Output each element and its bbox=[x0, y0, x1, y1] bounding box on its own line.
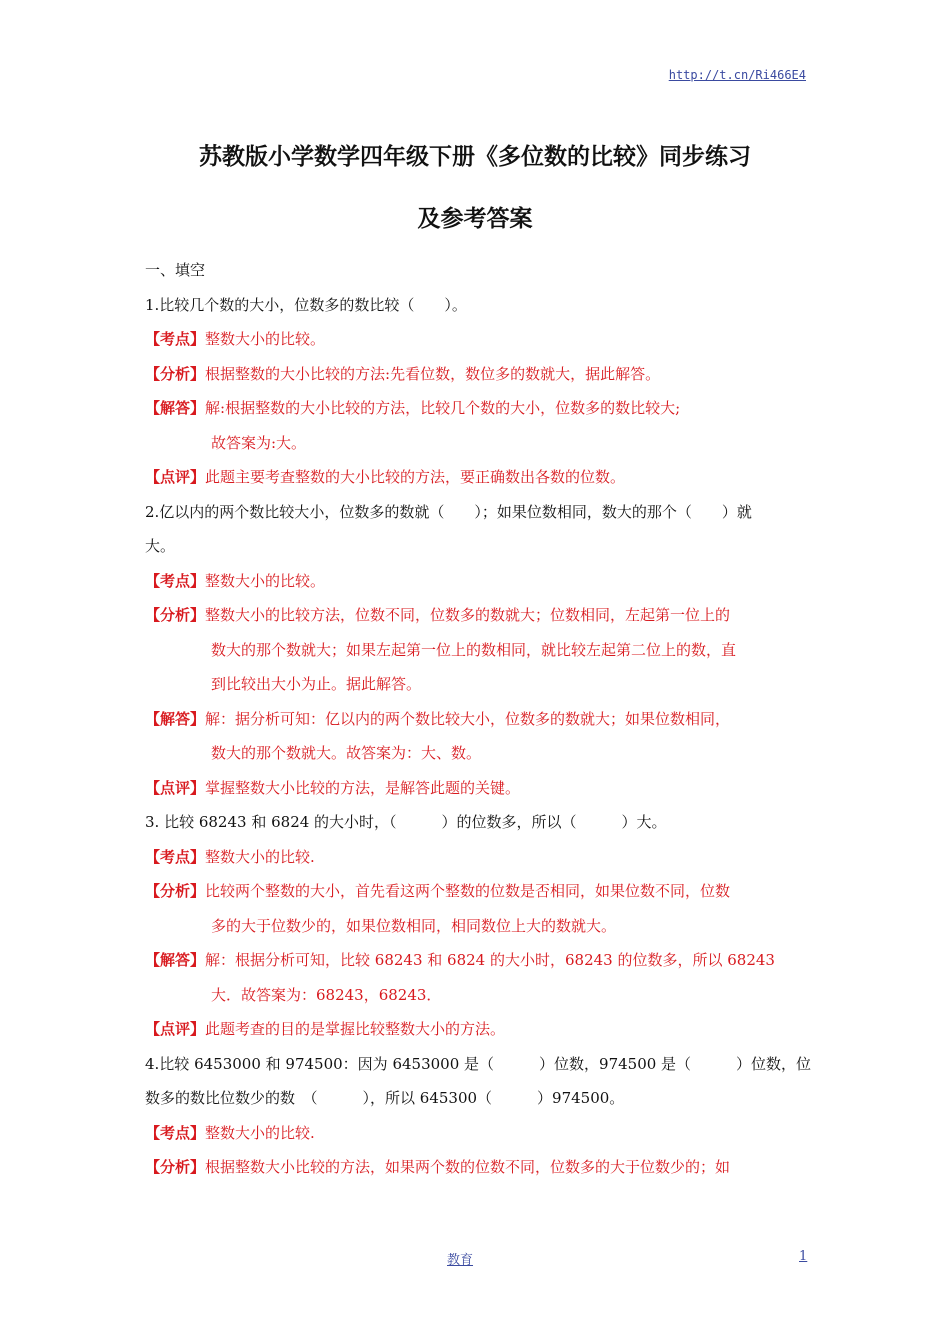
answer-fenxi-line bbox=[145, 633, 807, 668]
answer-jieda-line bbox=[145, 943, 807, 978]
answer-fenxi-line bbox=[145, 1150, 807, 1185]
answer-jieda-line bbox=[145, 391, 807, 426]
answer-jieda-text: 解:根据整数的大小比较的方法，比较几个数的大小，位数多的数比较大; bbox=[205, 399, 681, 417]
answer-fenxi-text: 比较两个整数的大小，首先看这两个整数的位数是否相同，如果位数不同，位数 bbox=[205, 882, 731, 900]
answer-dianping-text: 掌握整数大小比较的方法，是解答此题的关键。 bbox=[205, 778, 521, 797]
answer-fenxi-tag: 【分析】 bbox=[145, 882, 206, 900]
answer-dianping-text: 此题考查的目的是掌握比较整数大小的方法。 bbox=[205, 1020, 506, 1038]
answer-fenxi-line bbox=[145, 667, 807, 702]
answer-fenxi-text: 多的大于位数少的，如果位数相同，相同数位上大的数就大。 bbox=[211, 916, 617, 935]
answer-kaodian-line bbox=[145, 564, 807, 599]
answer-jieda-line bbox=[145, 702, 807, 737]
question-text: 大。 bbox=[145, 537, 176, 555]
section-heading: 一、填空 bbox=[145, 261, 206, 279]
answer-fenxi-text: 整数大小的比较方法，位数不同，位数多的数就大；位数相同，左起第一位上的 bbox=[205, 606, 731, 624]
answer-dianping-text: 此题主要考查整数的大小比较的方法，要正确数出各数的位数。 bbox=[205, 468, 626, 486]
answer-jieda-tag: 【解答】 bbox=[145, 951, 206, 969]
answer-jieda-text: 解：根据分析可知，比较 68243 和 6824 的大小时，68243 的位数多，所以 68243 bbox=[205, 951, 775, 969]
answer-jieda-tag: 【解答】 bbox=[145, 399, 206, 417]
answer-jieda-text: 数大的那个数就大。故答案为：大、数。 bbox=[211, 744, 482, 762]
answer-fenxi-line bbox=[145, 598, 807, 633]
answer-jieda-line bbox=[145, 736, 807, 771]
answer-dianping-tag: 【点评】 bbox=[145, 1020, 206, 1038]
answer-kaodian-tag: 【考点】 bbox=[145, 571, 206, 590]
answer-jieda-line bbox=[145, 426, 807, 461]
answer-fenxi-line bbox=[145, 874, 807, 909]
answer-jieda-tag: 【解答】 bbox=[145, 709, 206, 728]
answer-fenxi-tag: 【分析】 bbox=[145, 364, 206, 383]
answer-jieda-text: 故答案为:大。 bbox=[211, 433, 307, 452]
question-text: 3. 比较 68243 和 6824 的大小时，（ ）的位数多，所以（ ）大。 bbox=[145, 813, 667, 831]
answer-kaodian-text: 整数大小的比较。 bbox=[205, 571, 326, 590]
answer-fenxi-line bbox=[145, 357, 807, 392]
answer-dianping-line bbox=[145, 460, 807, 495]
answer-kaodian-tag: 【考点】 bbox=[145, 1123, 206, 1142]
answer-dianping-tag: 【点评】 bbox=[145, 778, 206, 797]
answer-fenxi-text: 根据整数的大小比较的方法:先看位数，数位多的数就大，据此解答。 bbox=[205, 364, 661, 383]
answer-jieda-text: 大．故答案为：68243，68243． bbox=[211, 985, 442, 1004]
answer-jieda-text: 解：据分析可知：亿以内的两个数比较大小，位数多的数就大；如果位数相同， bbox=[205, 709, 731, 728]
question-text: 数多的数比位数少的数 （ ），所以 645300（ ）974500。 bbox=[145, 1089, 625, 1107]
doc-title-line1: 苏教版小学数学四年级下册《多位数的比较》同步练习 bbox=[199, 144, 751, 170]
answer-kaodian-tag: 【考点】 bbox=[145, 847, 206, 866]
answer-fenxi-text: 根据整数大小比较的方法，如果两个数的位数不同，位数多的大于位数少的；如 bbox=[205, 1158, 731, 1176]
answer-fenxi-tag: 【分析】 bbox=[145, 606, 206, 624]
question-text: 1.比较几个数的大小，位数多的数比较（ ）。 bbox=[145, 295, 467, 314]
answer-fenxi-text: 数大的那个数就大；如果左起第一位上的数相同，就比较左起第二位上的数，直 bbox=[211, 640, 737, 659]
document-body bbox=[145, 253, 812, 1185]
answer-dianping-tag: 【点评】 bbox=[145, 468, 206, 486]
answer-kaodian-text: 整数大小的比较。 bbox=[205, 330, 326, 348]
answer-kaodian-line bbox=[145, 1116, 807, 1151]
answer-fenxi-line bbox=[145, 909, 807, 944]
answer-fenxi-text: 到比较出大小为止。据此解答。 bbox=[211, 675, 422, 693]
answer-kaodian-text: 整数大小的比较. bbox=[205, 1123, 315, 1142]
answer-jieda-line bbox=[145, 978, 807, 1013]
footer-center-link[interactable]: 教育 bbox=[447, 1253, 474, 1268]
answer-kaodian-tag: 【考点】 bbox=[145, 330, 206, 348]
question-text: 4.比较 6453000 和 974500：因为 6453000 是（ ）位数，974500 是（ ）位数，位 bbox=[145, 1054, 812, 1073]
answer-kaodian-line bbox=[145, 840, 807, 875]
answer-dianping-line bbox=[145, 1012, 807, 1047]
question-text: 2.亿以内的两个数比较大小，位数多的数就（ ）；如果位数相同，数大的那个（ ）就 bbox=[145, 502, 752, 521]
page-number[interactable]: 1 bbox=[799, 1249, 808, 1264]
answer-kaodian-line bbox=[145, 322, 807, 357]
header-url-link[interactable]: http://t.cn/Ri466E4 bbox=[668, 68, 806, 82]
answer-fenxi-tag: 【分析】 bbox=[145, 1158, 206, 1176]
answer-dianping-line bbox=[145, 771, 807, 806]
doc-title-line2: 及参考答案 bbox=[417, 206, 533, 232]
answer-kaodian-text: 整数大小的比较. bbox=[205, 847, 315, 866]
